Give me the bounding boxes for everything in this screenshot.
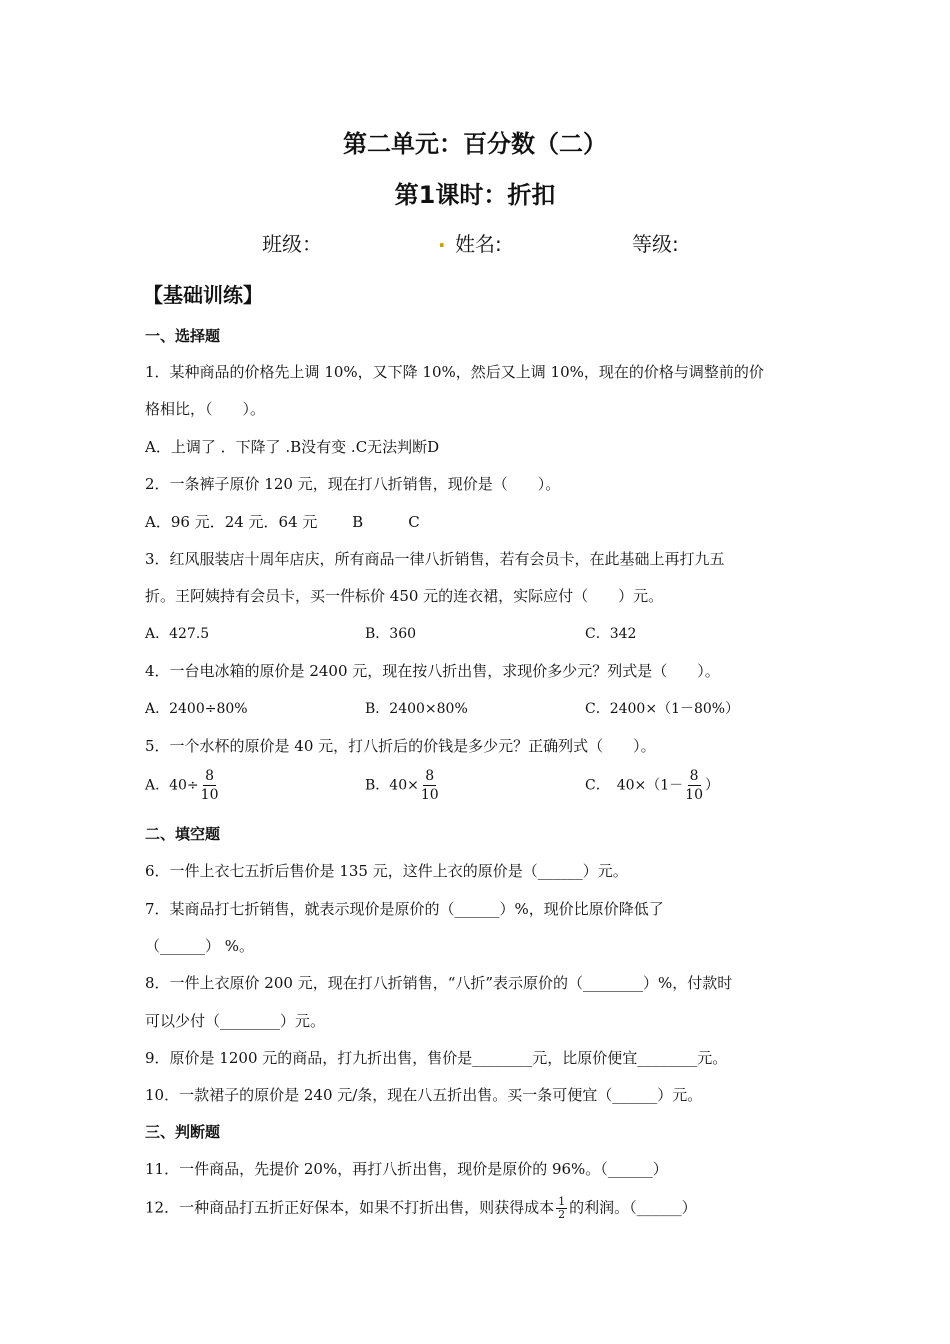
question-5-option-c: C． 40×（1－ $\frac{8}{10}$ ）: [585, 768, 719, 803]
question-12: 12．一种商品打五折正好保本，如果不打折出售，则获得成本 $\frac{1}{2}$ 的利润。（______）: [145, 1195, 697, 1221]
question-6: 6．一件上衣七五折后售价是 135 元，这件上衣的原价是（______）元。: [145, 862, 628, 880]
question-7-line-2: （______） %。: [145, 937, 255, 955]
question-3-option-c: C．342: [585, 626, 637, 642]
question-3-line-2: 折。王阿姨持有会员卡，买一件标价 450 元的连衣裙，实际应付（ ）元。: [145, 587, 664, 605]
question-5-option-a: A．40÷ $\frac{8}{10}$: [145, 768, 219, 803]
lesson-subtitle: 第1课时：折扣: [394, 181, 556, 209]
question-4-option-b: B．2400×80%: [365, 701, 468, 717]
question-4-option-c: C．2400×（1－80%）: [585, 701, 740, 717]
section-choice-heading: 一、选择题: [145, 327, 221, 345]
fraction: $\frac{8}{10}$: [200, 768, 219, 803]
question-3-line-1: 3．红风服装店十周年店庆，所有商品一律八折销售，若有会员卡，在此基础上再打九五: [145, 550, 725, 568]
question-8-line-2: 可以少付（________）元。: [145, 1012, 326, 1030]
section-judge-heading: 三、判断题: [145, 1123, 221, 1141]
grade-label: 等级:: [632, 232, 679, 256]
question-5: 5．一个水杯的原价是 40 元，打八折后的价钱是多少元？正确列式（ ）。: [145, 737, 656, 755]
question-3-option-a: A．427.5: [145, 626, 210, 642]
question-5-option-b: B．40× $\frac{8}{10}$: [365, 768, 439, 803]
fraction: $\frac{8}{10}$: [420, 768, 439, 803]
question-1-options: A．上调了 ．下降了 .B没有变 .C无法判断D: [145, 438, 440, 456]
fraction: $\frac{8}{10}$: [685, 768, 703, 803]
separator-dot: .: [438, 228, 446, 252]
basic-training-banner: 【基础训练】: [143, 283, 263, 307]
fraction: $\frac{1}{2}$: [558, 1195, 566, 1221]
question-3-option-b: B．360: [365, 626, 417, 642]
question-2-options: A．96 元．24 元．64 元 B C: [145, 513, 420, 531]
question-2: 2．一条裤子原价 120 元，现在打八折销售，现价是（ ）。: [145, 475, 561, 493]
question-1-line-1: 1．某种商品的价格先上调 10%，又下降 10%，然后又上调 10%，现在的价格与调整前的价: [145, 363, 764, 381]
question-8-line-1: 8．一件上衣原价 200 元，现在打八折销售，“八折”表示原价的（________）%，付款时: [145, 974, 733, 992]
class-label: 班级：: [262, 232, 322, 256]
question-4-option-a: A．2400÷80%: [145, 701, 248, 717]
question-1-line-2: 格相比，（ ）。: [145, 400, 266, 418]
name-label: 姓名:: [455, 232, 502, 256]
question-9: 9．原价是 1200 元的商品，打九折出售，售价是________元，比原价便宜________元。: [145, 1049, 728, 1067]
question-11: 11．一件商品，先提价 20%，再打八折出售，现价是原价的 96%。（______）: [145, 1160, 668, 1178]
section-fill-heading: 二、填空题: [145, 825, 221, 843]
page-title: 第二单元：百分数（二）: [343, 130, 607, 158]
question-4: 4．一台电冰箱的原价是 2400 元，现在按八折出售，求现价多少元？列式是（ ）。: [145, 662, 720, 680]
question-7-line-1: 7．某商品打七折销售，就表示现价是原价的（______）%，现价比原价降低了: [145, 900, 664, 918]
question-10: 10．一款裙子的原价是 240 元/条，现在八五折出售。买一条可便宜（______）元。: [145, 1086, 703, 1104]
